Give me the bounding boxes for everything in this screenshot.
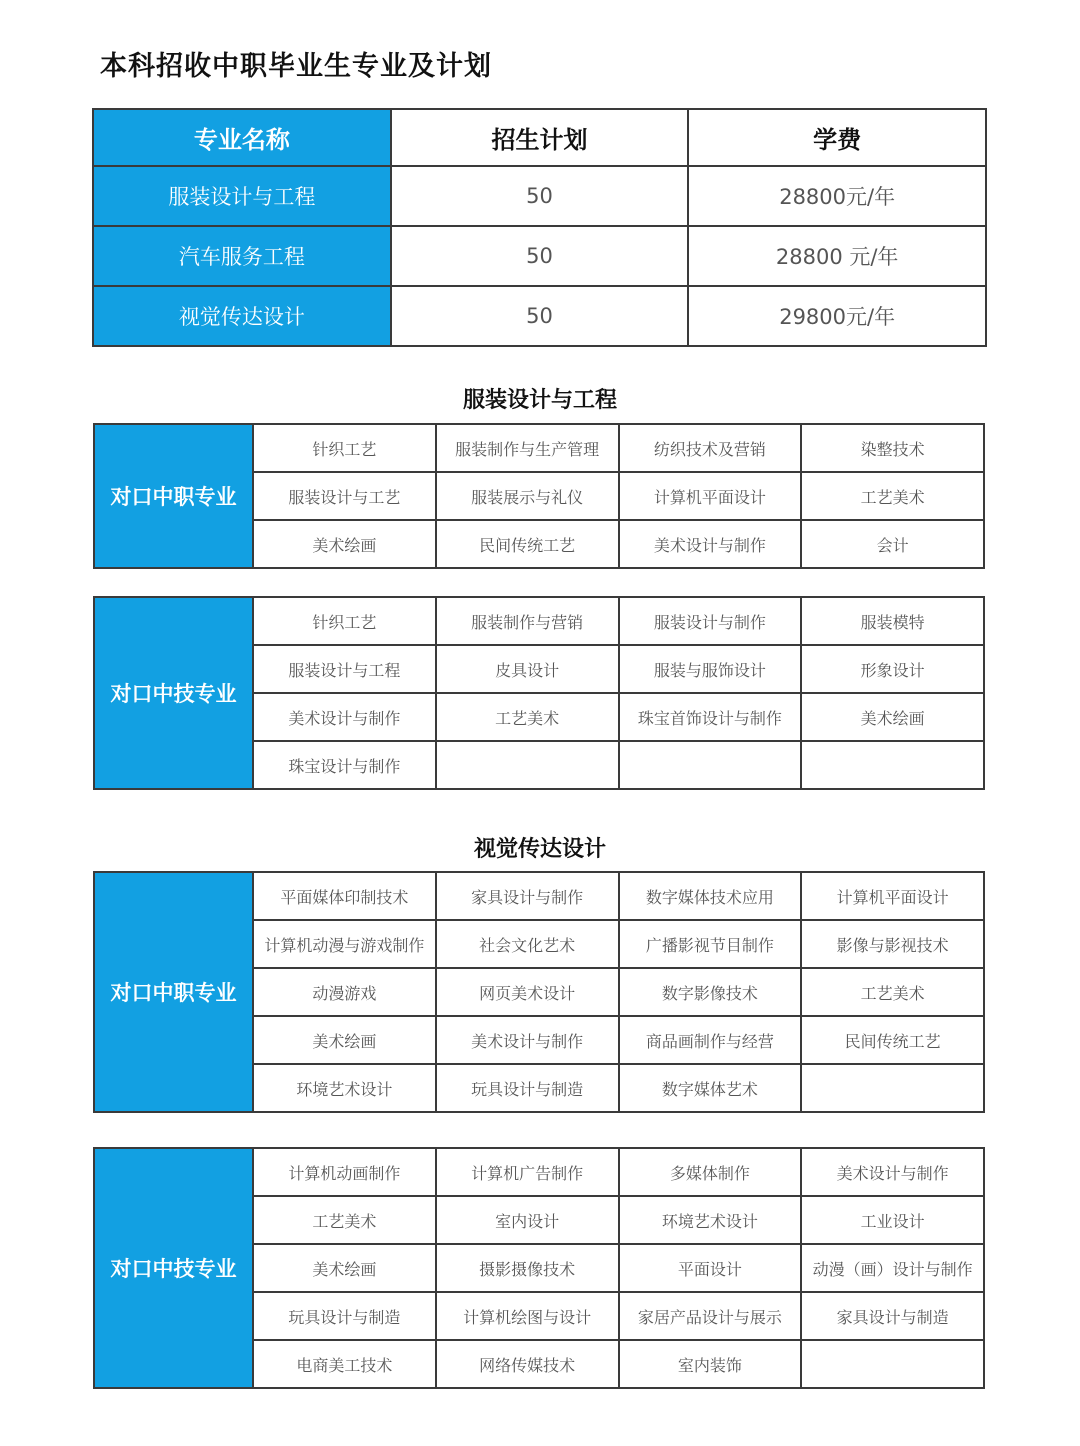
summary-fee-cell: 28800元/年 — [688, 166, 986, 226]
major-cell: 计算机动画制作 — [253, 1148, 436, 1196]
major-cell: 计算机广告制作 — [436, 1148, 619, 1196]
summary-plan-cell: 50 — [391, 286, 689, 346]
major-cell: 服装设计与制作 — [619, 597, 802, 645]
major-cell: 美术绘画 — [253, 1244, 436, 1292]
major-cell: 动漫游戏 — [253, 968, 436, 1016]
major-cell: 环境艺术设计 — [253, 1064, 436, 1112]
major-cell: 室内装饰 — [619, 1340, 802, 1388]
major-cell: 工艺美术 — [801, 968, 984, 1016]
major-cell: 服装与服饰设计 — [619, 645, 802, 693]
fashion-vocational-table — [93, 423, 985, 569]
major-cell — [436, 741, 619, 789]
major-cell: 电商美工技术 — [253, 1340, 436, 1388]
major-cell: 数字媒体技术应用 — [619, 872, 802, 920]
major-cell: 工艺美术 — [253, 1196, 436, 1244]
major-cell: 室内设计 — [436, 1196, 619, 1244]
table-row — [94, 872, 984, 920]
major-cell: 针织工艺 — [253, 597, 436, 645]
major-cell: 计算机动漫与游戏制作 — [253, 920, 436, 968]
major-cell: 计算机平面设计 — [801, 872, 984, 920]
major-cell: 家具设计与制作 — [436, 872, 619, 920]
major-cell: 美术设计与制作 — [253, 693, 436, 741]
section-title-fashion: 服装设计与工程 — [462, 388, 617, 413]
major-cell: 商品画制作与经营 — [619, 1016, 802, 1064]
major-cell: 家居产品设计与展示 — [619, 1292, 802, 1340]
summary-fee-cell: 28800 元/年 — [688, 226, 986, 286]
major-cell: 数字媒体艺术 — [619, 1064, 802, 1112]
summary-fee-cell: 29800元/年 — [688, 286, 986, 346]
major-cell — [801, 741, 984, 789]
major-cell: 美术设计与制作 — [436, 1016, 619, 1064]
table-row — [94, 1148, 984, 1196]
major-cell: 计算机平面设计 — [619, 472, 802, 520]
summary-header-fee: 学费 — [688, 109, 986, 166]
major-cell: 服装制作与营销 — [436, 597, 619, 645]
major-cell: 玩具设计与制造 — [253, 1292, 436, 1340]
major-cell: 平面设计 — [619, 1244, 802, 1292]
major-cell: 环境艺术设计 — [619, 1196, 802, 1244]
major-cell: 皮具设计 — [436, 645, 619, 693]
major-cell: 社会文化艺术 — [436, 920, 619, 968]
major-cell: 美术绘画 — [253, 1016, 436, 1064]
summary-header-major: 专业名称 — [93, 109, 391, 166]
summary-row — [93, 226, 986, 286]
major-cell: 美术设计与制作 — [619, 520, 802, 568]
major-cell: 平面媒体印制技术 — [253, 872, 436, 920]
major-cell: 珠宝首饰设计与制作 — [619, 693, 802, 741]
major-cell: 美术设计与制作 — [801, 1148, 984, 1196]
summary-plan-cell: 50 — [391, 166, 689, 226]
major-cell: 形象设计 — [801, 645, 984, 693]
section-title-visual: 视觉传达设计 — [473, 837, 606, 862]
major-cell: 计算机绘图与设计 — [436, 1292, 619, 1340]
group-label: 对口中技专业 — [94, 1148, 253, 1388]
major-cell: 纺织技术及营销 — [619, 424, 802, 472]
major-cell: 数字影像技术 — [619, 968, 802, 1016]
summary-header-row — [93, 109, 986, 166]
major-cell: 广播影视节目制作 — [619, 920, 802, 968]
major-cell: 服装制作与生产管理 — [436, 424, 619, 472]
major-cell: 工艺美术 — [801, 472, 984, 520]
summary-row — [93, 166, 986, 226]
major-cell: 工艺美术 — [436, 693, 619, 741]
table-row — [94, 597, 984, 645]
group-label: 对口中技专业 — [94, 597, 253, 789]
major-cell: 服装模特 — [801, 597, 984, 645]
summary-plan-cell: 50 — [391, 226, 689, 286]
major-cell: 民间传统工艺 — [436, 520, 619, 568]
summary-major-cell: 视觉传达设计 — [93, 286, 391, 346]
major-cell — [619, 741, 802, 789]
major-cell: 服装展示与礼仪 — [436, 472, 619, 520]
table-row — [94, 424, 984, 472]
major-cell: 染整技术 — [801, 424, 984, 472]
major-cell: 针织工艺 — [253, 424, 436, 472]
group-label: 对口中职专业 — [94, 424, 253, 568]
major-cell — [801, 1064, 984, 1112]
major-cell: 工业设计 — [801, 1196, 984, 1244]
major-cell — [801, 1340, 984, 1388]
summary-table — [92, 108, 987, 347]
major-cell: 服装设计与工艺 — [253, 472, 436, 520]
major-cell: 动漫（画）设计与制作 — [801, 1244, 984, 1292]
major-cell: 服装设计与工程 — [253, 645, 436, 693]
major-cell: 美术绘画 — [253, 520, 436, 568]
major-cell: 摄影摄像技术 — [436, 1244, 619, 1292]
summary-major-cell: 汽车服务工程 — [93, 226, 391, 286]
summary-major-cell: 服装设计与工程 — [93, 166, 391, 226]
major-cell: 网页美术设计 — [436, 968, 619, 1016]
page-title: 本科招收中职毕业生专业及计划 — [100, 51, 492, 82]
major-cell: 民间传统工艺 — [801, 1016, 984, 1064]
summary-header-plan: 招生计划 — [391, 109, 689, 166]
visual-vocational-table — [93, 871, 985, 1113]
major-cell: 珠宝设计与制作 — [253, 741, 436, 789]
major-cell: 网络传媒技术 — [436, 1340, 619, 1388]
major-cell: 家具设计与制造 — [801, 1292, 984, 1340]
visual-technical-table — [93, 1147, 985, 1389]
major-cell: 会计 — [801, 520, 984, 568]
major-cell: 多媒体制作 — [619, 1148, 802, 1196]
major-cell: 美术绘画 — [801, 693, 984, 741]
summary-row — [93, 286, 986, 346]
major-cell: 影像与影视技术 — [801, 920, 984, 968]
major-cell: 玩具设计与制造 — [436, 1064, 619, 1112]
fashion-technical-table — [93, 596, 985, 790]
group-label: 对口中职专业 — [94, 872, 253, 1112]
